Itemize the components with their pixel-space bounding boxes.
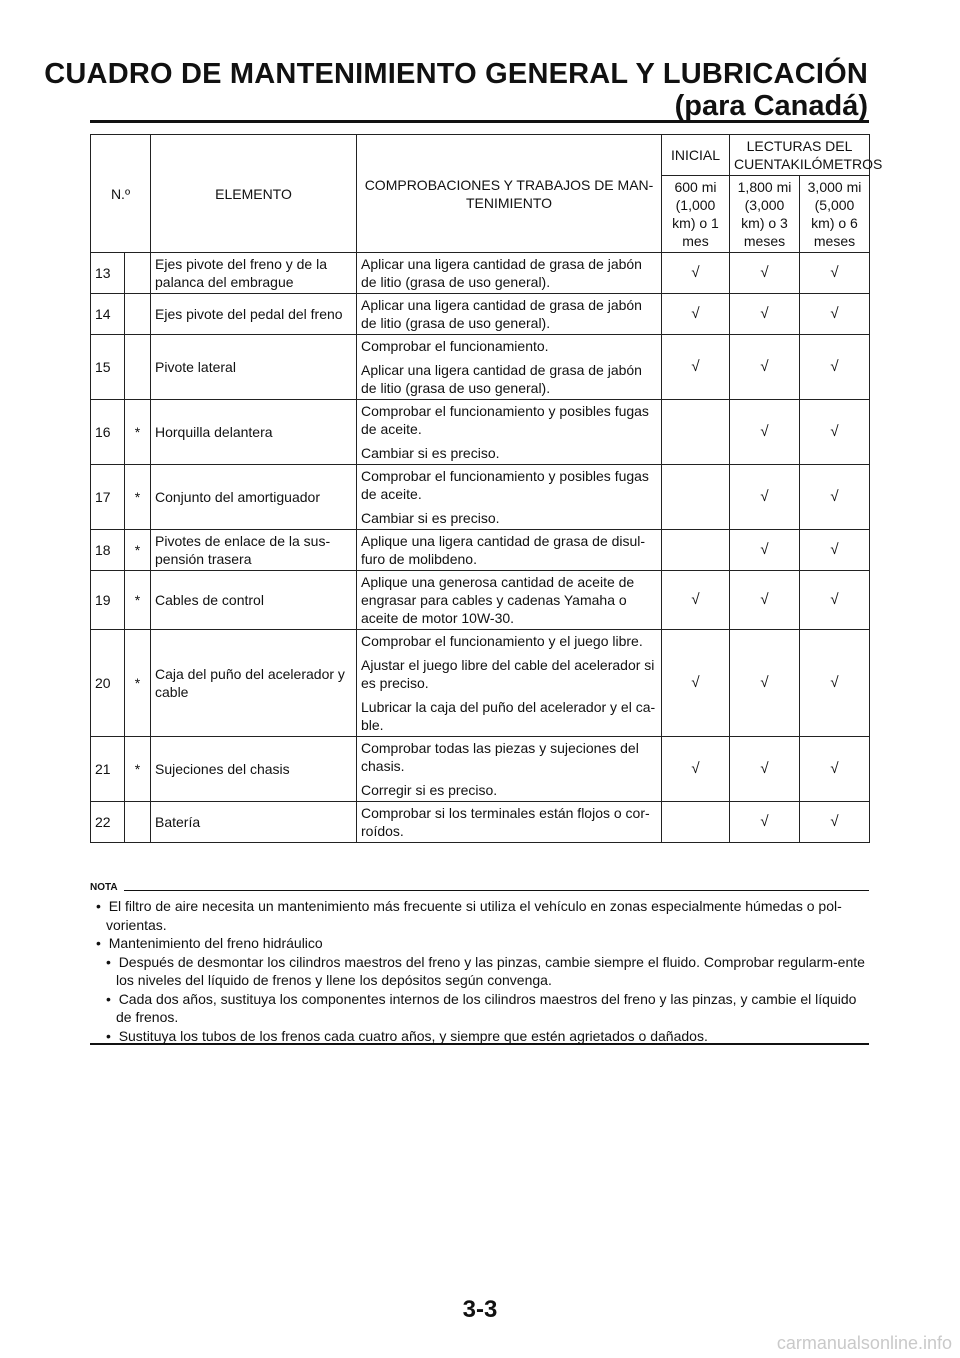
- table-row: [91, 802, 870, 843]
- check-col2: √: [730, 571, 800, 630]
- check-item: Ajustar el juego libre del cable del acelerador si es preciso.: [361, 657, 655, 691]
- check-col1: √: [662, 294, 730, 335]
- nota-subitem: • Después de desmontar los cilindros maestros del freno y las pinzas, cambie siempre el fluido. Comprobar regularm-ente los niveles del líquido de frenos y llene los depósitos según convenga.: [106, 953, 865, 988]
- row-checks: [357, 737, 662, 802]
- maintenance-table: [90, 134, 883, 843]
- header-checks: COMPROBACIONES Y TRABAJOS DE MAN-TENIMIENTO: [357, 135, 662, 253]
- nota-label: NOTA: [90, 882, 124, 893]
- check-col2: √: [730, 530, 800, 571]
- check-col1: √: [662, 253, 730, 294]
- table-row: [91, 571, 870, 630]
- row-checks: [357, 571, 662, 630]
- row-element: Caja del puño del acelerador y cable: [151, 630, 357, 737]
- check-item: Aplicar una ligera cantidad de grasa de jabón de litio (grasa de uso general).: [361, 362, 642, 396]
- table-row: [91, 253, 870, 294]
- table-row: [91, 530, 870, 571]
- bottom-divider: [90, 1043, 869, 1045]
- check-col1: [662, 400, 730, 465]
- row-checks: [357, 294, 662, 335]
- row-element: Conjunto del amortiguador: [151, 465, 357, 530]
- check-item: Cambiar si es preciso.: [361, 510, 500, 526]
- check-item: Cambiar si es preciso.: [361, 445, 500, 461]
- check-col2: √: [730, 253, 800, 294]
- check-col1: √: [662, 737, 730, 802]
- check-col3: √: [800, 802, 870, 843]
- check-col3: √: [800, 630, 870, 737]
- check-col2: √: [730, 630, 800, 737]
- table-body: [91, 253, 870, 843]
- check-item: Lubricar la caja del puño del acelerador y el ca-ble.: [361, 699, 656, 733]
- check-col3: √: [800, 571, 870, 630]
- row-checks: [357, 630, 662, 737]
- nota-subitem-text: Sustituya los tubos de los frenos cada cuatro años, y siempre que estén agrietados o dañados.: [118, 1027, 708, 1044]
- table-row: [91, 737, 870, 802]
- row-element: Pivotes de enlace de la sus-pensión trasera: [151, 530, 357, 571]
- row-number: 16: [91, 400, 125, 465]
- row-checks: [357, 253, 662, 294]
- row-star: [125, 253, 151, 294]
- check-col2: √: [730, 294, 800, 335]
- row-element: Horquilla delantera: [151, 400, 357, 465]
- nota-subitem: • Sustituya los tubos de los frenos cada cuatro años, y siempre que estén agrietados o dañados.: [106, 1027, 708, 1044]
- table-row: [91, 294, 870, 335]
- nota-divider: [90, 890, 869, 891]
- check-col1: [662, 530, 730, 571]
- nota-subitem-text: Cada dos años, sustituya los componentes internos de los cilindros maestros del freno y las pinzas, y cambie el líquido de frenos.: [116, 990, 857, 1025]
- row-number: 19: [91, 571, 125, 630]
- check-item: Aplique una ligera cantidad de grasa de disul-furo de molibdeno.: [361, 533, 646, 567]
- row-checks: [357, 400, 662, 465]
- row-star: [125, 802, 151, 843]
- check-col2: √: [730, 802, 800, 843]
- row-star: [125, 294, 151, 335]
- row-star: *: [125, 530, 151, 571]
- check-col1: [662, 802, 730, 843]
- nota-item-text: Mantenimiento del freno hidráulico: [108, 935, 323, 951]
- nota-item: • Mantenimiento del freno hidráulico: [96, 935, 323, 951]
- row-element: Batería: [151, 802, 357, 843]
- header-col3: 3,000 mi (5,000 km) o 6 meses: [800, 176, 870, 253]
- nota-list: [90, 897, 869, 1045]
- row-checks: [357, 335, 662, 400]
- row-checks: [357, 530, 662, 571]
- check-item: Corregir si es preciso.: [361, 782, 498, 798]
- check-col1: [662, 465, 730, 530]
- page-title: CUADRO DE MANTENIMIENTO GENERAL Y LUBRICACIÓN: [44, 58, 868, 90]
- check-col1: √: [662, 335, 730, 400]
- row-number: 14: [91, 294, 125, 335]
- check-col2: √: [730, 465, 800, 530]
- check-col2: √: [730, 737, 800, 802]
- check-col3: √: [800, 335, 870, 400]
- check-item: Comprobar el funcionamiento y posibles fugas de aceite.: [361, 403, 649, 437]
- check-item: Comprobar el funcionamiento y posibles fugas de aceite.: [361, 468, 649, 502]
- header-col2: 1,800 mi (3,000 km) o 3 meses: [730, 176, 800, 253]
- page-number: 3-3: [462, 1296, 498, 1323]
- row-star: *: [125, 737, 151, 802]
- nota-subitem-text: Después de desmontar los cilindros maestros del freno y las pinzas, cambie siempre el fluido. Comprobar regularm-ente los niveles del líquido de frenos y llene los depósitos según convenga.: [116, 953, 865, 988]
- header-odometer: LECTURAS DEL CUENTAKILÓMETROS: [730, 135, 870, 176]
- nota-item: • El filtro de aire necesita un mantenimiento más frecuente si utiliza el vehículo en zonas especialmente húmedas o pol-vorientas.: [96, 898, 842, 933]
- row-number: 20: [91, 630, 125, 737]
- table-row: [91, 465, 870, 530]
- check-item: Aplique una generosa cantidad de aceite de engrasar para cables y cadenas Yamaha o aceite de motor 10W-30.: [361, 574, 635, 626]
- check-item: Aplicar una ligera cantidad de grasa de jabón de litio (grasa de uso general).: [361, 297, 642, 331]
- nota-subitem: • Cada dos años, sustituya los componentes internos de los cilindros maestros del freno y las pinzas, y cambie el líquido de frenos.: [106, 990, 857, 1025]
- check-col1: √: [662, 630, 730, 737]
- header-col1: 600 mi (1,000 km) o 1 mes: [662, 176, 730, 253]
- table-row: [91, 335, 870, 400]
- check-item: Comprobar el funcionamiento y el juego libre.: [361, 633, 643, 649]
- row-checks: [357, 802, 662, 843]
- row-element: Sujeciones del chasis: [151, 737, 357, 802]
- page-subtitle: (para Canadá): [674, 90, 868, 122]
- table-row: [91, 400, 870, 465]
- row-star: *: [125, 400, 151, 465]
- row-element: Pivote lateral: [151, 335, 357, 400]
- check-col2: √: [730, 335, 800, 400]
- row-element: Ejes pivote del pedal del freno: [151, 294, 357, 335]
- row-checks: [357, 465, 662, 530]
- check-item: Comprobar si los terminales están flojos o cor-roídos.: [361, 805, 650, 839]
- row-element: Ejes pivote del freno y de la palanca del embrague: [151, 253, 357, 294]
- header-num: N.º: [91, 135, 151, 253]
- header-element: ELEMENTO: [151, 135, 357, 253]
- title-divider: [90, 120, 869, 123]
- check-col3: √: [800, 400, 870, 465]
- row-number: 17: [91, 465, 125, 530]
- check-item: Aplicar una ligera cantidad de grasa de jabón de litio (grasa de uso general).: [361, 256, 642, 290]
- row-element: Cables de control: [151, 571, 357, 630]
- check-col3: √: [800, 253, 870, 294]
- row-star: [125, 335, 151, 400]
- row-star: *: [125, 465, 151, 530]
- row-number: 15: [91, 335, 125, 400]
- row-star: *: [125, 630, 151, 737]
- check-col3: √: [800, 530, 870, 571]
- check-item: Comprobar todas las piezas y sujeciones del chasis.: [361, 740, 639, 774]
- table-row: [91, 630, 870, 737]
- check-col3: √: [800, 465, 870, 530]
- check-col2: √: [730, 400, 800, 465]
- watermark: carmanualsonline.info: [776, 1333, 952, 1353]
- row-number: 13: [91, 253, 125, 294]
- check-col3: √: [800, 737, 870, 802]
- row-number: 18: [91, 530, 125, 571]
- check-col1: √: [662, 571, 730, 630]
- check-item: Comprobar el funcionamiento.: [361, 338, 549, 354]
- row-number: 22: [91, 802, 125, 843]
- check-col3: √: [800, 294, 870, 335]
- nota-item-text: El filtro de aire necesita un mantenimiento más frecuente si utiliza el vehículo en zonas especialmente húmedas o pol-vorientas.: [106, 898, 842, 933]
- row-number: 21: [91, 737, 125, 802]
- row-star: *: [125, 571, 151, 630]
- header-initial: INICIAL: [662, 135, 730, 176]
